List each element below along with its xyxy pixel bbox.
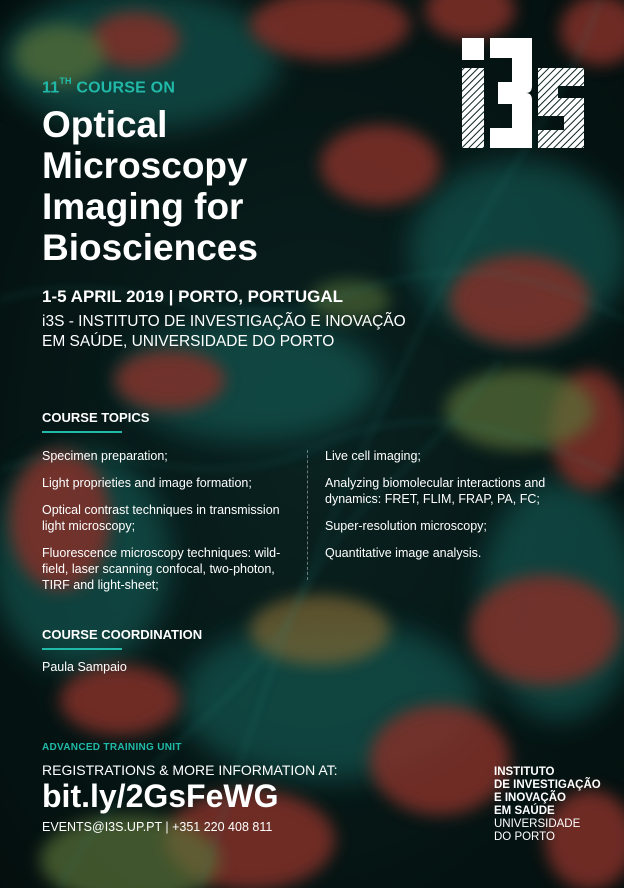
topics-left-column (42, 448, 292, 604)
topic-item: Quantitative image analysis. (325, 546, 482, 560)
course-topics-heading: COURSE TOPICS (42, 410, 150, 425)
coordination-heading-underline (42, 648, 122, 650)
course-title (42, 104, 422, 268)
registration-link[interactable]: bit.ly/2GsFeWG (42, 778, 279, 814)
institution-line: INSTITUTO (494, 766, 555, 778)
topic-item: Light proprieties and image formation; (42, 476, 252, 490)
topics-right-column (325, 448, 575, 572)
topic-item: Live cell imaging; (325, 449, 421, 463)
registrations-label: REGISTRATIONS & MORE INFORMATION AT: (42, 762, 338, 778)
topic-item: Super-resolution microscopy; (325, 519, 487, 533)
topic-item: Optical contrast techniques in transmission light microscopy; (42, 503, 280, 533)
topic-item: Specimen preparation; (42, 449, 168, 463)
institution-line: E INOVAÇÃO (494, 792, 566, 804)
topics-column-divider (307, 450, 308, 580)
title-line: Optical (42, 104, 168, 145)
institution-name (494, 766, 601, 844)
title-line: Microscopy (42, 145, 248, 186)
i3s-logo (460, 36, 586, 152)
advanced-training-unit-label: ADVANCED TRAINING UNIT (42, 742, 182, 753)
course-coordination-heading: COURSE COORDINATION (42, 627, 203, 642)
venue-line: i3S - INSTITUTO DE INVESTIGAÇÃO E INOVAÇÃO (42, 313, 406, 330)
coordinator-name: Paula Sampaio (42, 660, 127, 674)
university-line: DO PORTO (494, 831, 555, 843)
edition-ordinal-suffix: TH (59, 76, 72, 86)
kicker-text: COURSE ON (71, 79, 176, 97)
course-edition-kicker (42, 78, 175, 97)
venue (42, 312, 492, 352)
title-line: Biosciences (42, 227, 258, 268)
title-line: Imaging for (42, 186, 244, 227)
contact-info: EVENTS@I3S.UP.PT | +351 220 408 811 (42, 820, 273, 834)
university-line: UNIVERSIDADE (494, 818, 581, 830)
institution-line: EM SAÚDE (494, 805, 555, 817)
topics-heading-underline (42, 431, 122, 433)
institution-line: DE INVESTIGAÇÃO (494, 779, 601, 791)
venue-line: EM SAÚDE, UNIVERSIDADE DO PORTO (42, 333, 335, 350)
course-dates-location: 1-5 APRIL 2019 | PORTO, PORTUGAL (42, 287, 344, 306)
edition-number: 11 (42, 79, 60, 97)
topic-item: Analyzing biomolecular interactions and dynamics: FRET, FLIM, FRAP, PA, FC; (325, 476, 546, 506)
topic-item: Fluorescence microscopy techniques: wild-field, laser scanning confocal, two-photon, TIRF and light-sheet; (42, 546, 281, 592)
